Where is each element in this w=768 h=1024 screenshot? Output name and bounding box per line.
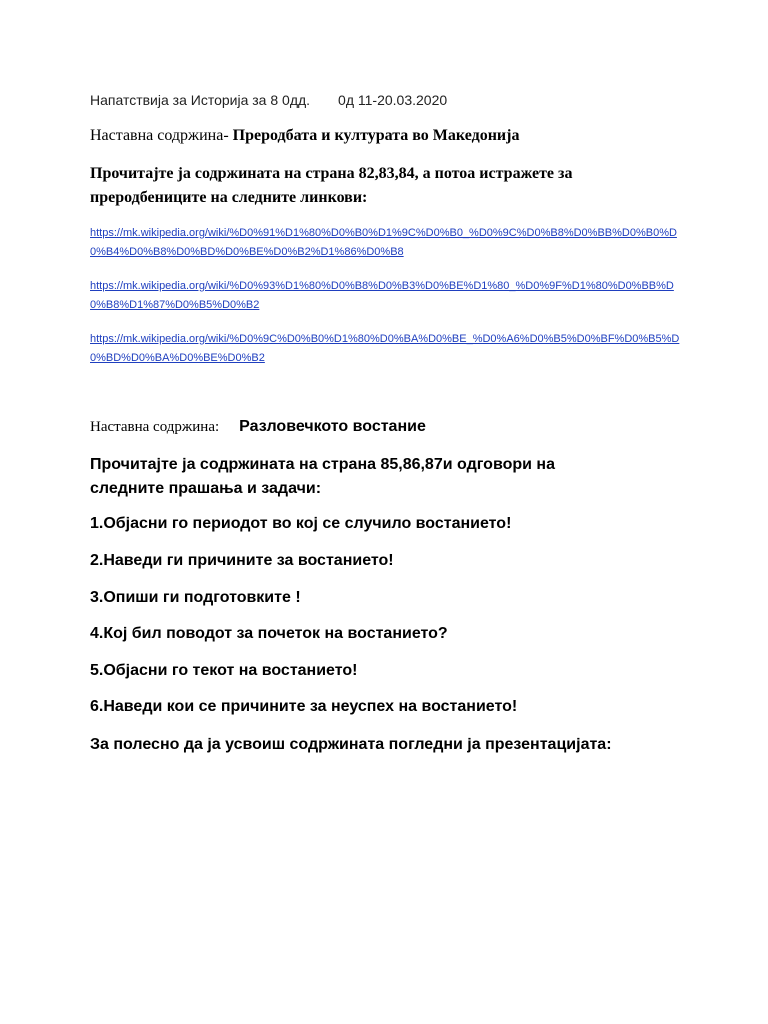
- closing-instruction: За полесно да ја усвоиш содржината погледни ја презентацијата:: [90, 736, 612, 753]
- question-6: 6.Наведи кои се причините за неуспех на востанието!: [90, 698, 518, 715]
- question-1: 1.Објасни го периодот во кој се случило востанието!: [90, 515, 512, 532]
- wikipedia-link-3[interactable]: https://mk.wikipedia.org/wiki/%D0%9C%D0%B0%D1%80%D0%BA%D0%BE_%D0%A6%D0%B5%D0%BF%D0%B5%D0%BD%D0%BA%D0%BE%D0%B2: [90, 333, 680, 364]
- question-3: 3.Опиши ги подготовките !: [90, 589, 301, 606]
- header-title: Напатствија за Историја за 8 0дд.: [90, 92, 311, 108]
- section1-label: Наставна содржина-: [90, 127, 229, 144]
- wikipedia-link-2[interactable]: https://mk.wikipedia.org/wiki/%D0%93%D1%80%D0%B8%D0%B3%D0%BE%D1%80_%D0%9F%D1%80%D0%BB%D0%B8%D1%87%D0%B5%D0%B2: [90, 280, 674, 311]
- section1-title: Преродбата и културата во Македонија: [232, 127, 520, 144]
- section2-label: Наставна содржина:: [90, 419, 220, 435]
- section1-heading: [90, 127, 519, 145]
- header-line: [90, 92, 447, 108]
- section2-heading: [90, 418, 426, 436]
- question-5: 5.Објасни го текот на востанието!: [90, 662, 358, 679]
- wikipedia-link-1[interactable]: https://mk.wikipedia.org/wiki/%D0%91%D1%80%D0%B0%D1%9C%D0%B0_%D0%9C%D0%B8%D0%BB%D0%B0%D0%B4%D0%B8%D0%BD%D0%BE%D0%B2%D1%86%D0%B8: [90, 227, 677, 258]
- question-2: 2.Наведи ги причините за востанието!: [90, 552, 394, 569]
- question-4: 4.Кој бил поводот за почеток на востанието?: [90, 625, 448, 642]
- section2-instruction: Прочитајте ја содржината на страна 85,86,87и одговори на следните прашања и задачи:: [90, 456, 555, 497]
- section1-instruction: Прочитајте ја содржината на страна 82,83,84, а потоа истражете за преродбениците на следните линкови:: [90, 165, 573, 206]
- header-date: 0д 11-20.03.2020: [338, 92, 448, 108]
- section2-title: Разловечкото востание: [239, 418, 426, 435]
